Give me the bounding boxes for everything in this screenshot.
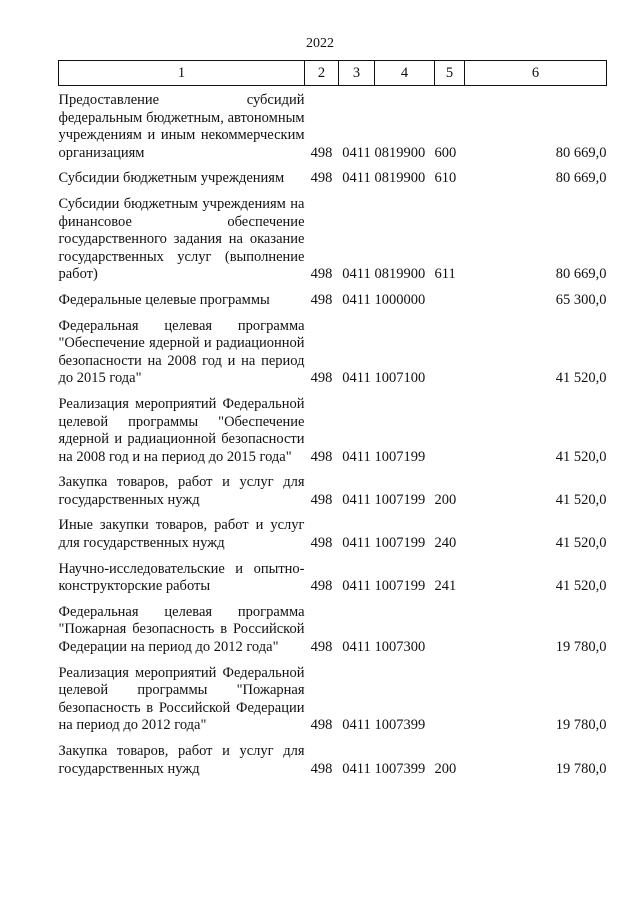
- expense-type-code: [435, 665, 465, 743]
- table-row: [59, 292, 607, 318]
- table-row: [59, 561, 607, 604]
- target-article-code: 1007199: [374, 448, 426, 465]
- amount: 80 669,0: [555, 170, 607, 187]
- section-code: 0411: [342, 760, 371, 777]
- target-article-code: 1007399: [374, 717, 426, 734]
- amount: 19 780,0: [555, 717, 607, 734]
- target-article-code: 1007199: [374, 491, 426, 508]
- item-name: Научно-исследовательские и опытно-конструкторские работы: [58, 560, 305, 595]
- expense-type-code: [435, 604, 465, 665]
- expense-type-code: 200: [434, 491, 457, 508]
- target-article-code: 0819900: [374, 144, 426, 161]
- table-row: [59, 604, 607, 665]
- column-header: 3: [339, 61, 375, 86]
- column-header: 4: [375, 61, 435, 86]
- expense-type-code: [435, 318, 465, 396]
- item-name: Федеральная целевая программа "Обеспечение ядерной и радиационной безопасности на 2008 год и на период до 2015 года": [58, 317, 305, 387]
- target-article-code: 0819900: [374, 266, 426, 283]
- target-article-code: 1007199: [374, 535, 426, 552]
- ministry-code: 498: [310, 144, 333, 161]
- table-row: [59, 396, 607, 474]
- table-row: [59, 665, 607, 743]
- amount: 65 300,0: [555, 291, 607, 308]
- budget-table: [58, 60, 607, 786]
- item-name: Субсидии бюджетным учреждениям: [58, 170, 285, 187]
- ministry-code: 498: [310, 266, 333, 283]
- expense-type-code: 240: [434, 535, 457, 552]
- expense-type-code: [435, 292, 465, 318]
- amount: 19 780,0: [555, 760, 607, 777]
- table-row: [59, 86, 607, 171]
- ministry-code: 498: [310, 170, 333, 187]
- column-header: 1: [59, 61, 305, 86]
- page-number: 2022: [306, 36, 334, 51]
- table-row: [59, 196, 607, 292]
- expense-type-code: 200: [434, 760, 457, 777]
- target-article-code: 1007199: [374, 578, 426, 595]
- section-code: 0411: [342, 535, 371, 552]
- amount: 80 669,0: [555, 266, 607, 283]
- amount: 41 520,0: [555, 578, 607, 595]
- section-code: 0411: [342, 491, 371, 508]
- amount: 41 520,0: [555, 370, 607, 387]
- target-article-code: 1007100: [374, 370, 426, 387]
- section-code: 0411: [342, 639, 371, 656]
- amount: 41 520,0: [555, 491, 607, 508]
- target-article-code: 1007399: [374, 760, 426, 777]
- section-code: 0411: [342, 266, 371, 283]
- ministry-code: 498: [310, 370, 333, 387]
- ministry-code: 498: [310, 639, 333, 656]
- table-row: [59, 474, 607, 517]
- target-article-code: 1000000: [374, 291, 426, 308]
- amount: 41 520,0: [555, 535, 607, 552]
- column-header: 2: [305, 61, 339, 86]
- ministry-code: 498: [310, 760, 333, 777]
- table-header-row: [59, 61, 607, 86]
- target-article-code: 0819900: [374, 170, 426, 187]
- section-code: 0411: [342, 170, 371, 187]
- column-header: 6: [465, 61, 607, 86]
- item-name: Субсидии бюджетным учреждениям на финансовое обеспечение государственного задания на оказание государственных услуг (выполнение работ): [58, 195, 305, 283]
- expense-type-code: 241: [434, 578, 457, 595]
- expense-type-code: [435, 396, 465, 474]
- table-row: [59, 170, 607, 196]
- item-name: Иные закупки товаров, работ и услуг для государственных нужд: [58, 517, 305, 552]
- table-row: [59, 743, 607, 786]
- section-code: 0411: [342, 291, 371, 308]
- table-row: [59, 318, 607, 396]
- item-name: Федеральная целевая программа "Пожарная безопасность в Российской Федерации на период до 2012 года": [58, 603, 305, 656]
- table-body: [59, 86, 607, 787]
- section-code: 0411: [342, 144, 371, 161]
- item-name: Закупка товаров, работ и услуг для государственных нужд: [58, 743, 305, 777]
- amount: 80 669,0: [555, 144, 607, 161]
- ministry-code: 498: [310, 491, 333, 508]
- amount: 41 520,0: [555, 448, 607, 465]
- ministry-code: 498: [310, 291, 333, 308]
- table-row: [59, 517, 607, 560]
- section-code: 0411: [342, 717, 371, 734]
- section-code: 0411: [342, 448, 371, 465]
- section-code: 0411: [342, 370, 371, 387]
- item-name: Реализация мероприятий Федеральной целевой программы "Пожарная безопасность в Российской Федерации на период до 2012 года": [58, 664, 305, 734]
- section-code: 0411: [342, 578, 371, 595]
- item-name: Предоставление субсидий федеральным бюджетным, автономным учреждениям и иным некоммерческим организациям: [58, 92, 305, 161]
- expense-type-code: 600: [434, 144, 457, 161]
- expense-type-code: 611: [434, 266, 456, 283]
- item-name: Федеральные целевые программы: [58, 291, 270, 308]
- item-name: Реализация мероприятий Федеральной целевой программы "Обеспечение ядерной и радиационной безопасности на 2008 год и на период до 2015 года": [58, 395, 305, 465]
- column-header: 5: [435, 61, 465, 86]
- expense-type-code: 610: [434, 170, 457, 187]
- target-article-code: 1007300: [374, 639, 426, 656]
- ministry-code: 498: [310, 448, 333, 465]
- ministry-code: 498: [310, 535, 333, 552]
- amount: 19 780,0: [555, 639, 607, 656]
- ministry-code: 498: [310, 578, 333, 595]
- item-name: Закупка товаров, работ и услуг для государственных нужд: [58, 474, 305, 508]
- ministry-code: 498: [310, 717, 333, 734]
